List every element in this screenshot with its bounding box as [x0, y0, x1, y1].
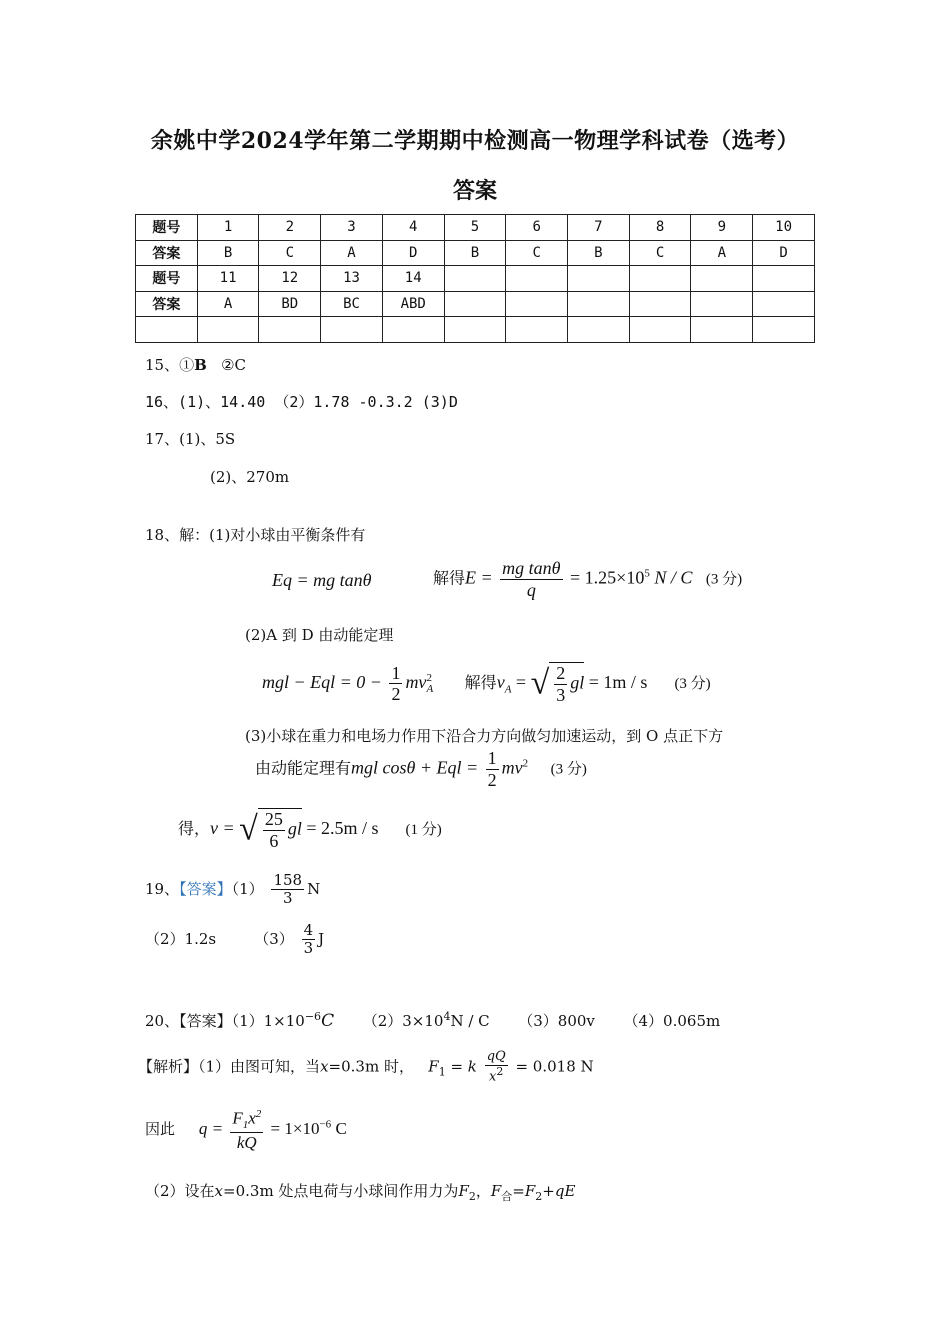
table-cell: 11 — [197, 266, 259, 292]
q18-eq4: 得，v = √ $\frac{25}{6}$ gl = 2.5m / s (1 分) — [178, 809, 442, 851]
table-cell: 2 — [259, 215, 321, 241]
q18-eq1-result: = 1.25×10 — [570, 567, 645, 588]
table-cell — [753, 291, 815, 317]
table-cell: 4 — [382, 215, 444, 241]
q20-analysis-3: （2）设在x=0.3m 处点电荷与小球间作用力为$F_2$，$F_合=F_2+qE$ — [145, 1182, 576, 1203]
q15-choice-2: ②C — [221, 356, 247, 374]
table-cell — [629, 291, 691, 317]
table-cell: 6 — [506, 215, 568, 241]
table-cell — [382, 317, 444, 343]
table-cell — [259, 317, 321, 343]
table-cell: ABD — [382, 291, 444, 317]
table-cell: B — [197, 240, 259, 266]
table-cell: 5 — [444, 215, 506, 241]
q18-eq1-unit: N / C — [654, 567, 693, 588]
table-row-header: 题号 — [136, 266, 198, 292]
table-cell — [444, 291, 506, 317]
table-row-answers-1 — [136, 240, 815, 266]
table-cell — [444, 266, 506, 292]
table-cell: 14 — [382, 266, 444, 292]
q15-label: 15、 — [145, 356, 180, 374]
table-cell: A — [197, 291, 259, 317]
table-cell: BC — [321, 291, 383, 317]
table-cell: D — [382, 240, 444, 266]
q20-answer: 20、【答案】$(1)1\times 10^{-6}C$ $(2)3\times 10^4N / C$ （3）800v （4）0.065m — [145, 1010, 721, 1031]
q18-intro: 18、解：(1)对小球由平衡条件有 — [145, 526, 366, 544]
q19-answer-tag: 【答案】 — [179, 879, 232, 898]
table-cell — [629, 266, 691, 292]
q18-part2: (2)A 到 D 由动能定理 — [245, 626, 394, 644]
table-cell: B — [568, 240, 630, 266]
q18-eq1: 解得E = $\frac{\text{mg tanθ}}{q}$ = $1.25\times 10^5$ N / C (3 分) — [433, 558, 743, 600]
table-cell — [691, 266, 753, 292]
table-cell: 7 — [568, 215, 630, 241]
table-cell: C — [506, 240, 568, 266]
table-cell — [691, 317, 753, 343]
table-cell: BD — [259, 291, 321, 317]
table-row-header: 题号 — [136, 215, 198, 241]
table-row-header: 答案 — [136, 240, 198, 266]
table-cell: 9 — [691, 215, 753, 241]
q18-eq1-left: Eq = mg tanθ — [272, 570, 372, 590]
table-row-answers-2 — [136, 291, 815, 317]
table-cell — [197, 317, 259, 343]
table-row-numbers-2 — [136, 266, 815, 292]
table-cell — [321, 317, 383, 343]
table-cell: A — [691, 240, 753, 266]
table-cell: C — [259, 240, 321, 266]
page-title: 余姚中学2024学年第二学期期中检测高一物理学科试卷（选考） — [150, 128, 800, 154]
table-cell: 12 — [259, 266, 321, 292]
table-cell: B — [444, 240, 506, 266]
table-cell — [753, 266, 815, 292]
table-row-header: 答案 — [136, 291, 198, 317]
table-row-numbers-1 — [136, 215, 815, 241]
q18-solve-word: 解得 — [433, 570, 466, 588]
table-cell — [753, 317, 815, 343]
q15-choice-1: B — [194, 356, 207, 374]
table-cell: C — [629, 240, 691, 266]
q18-eq2: mgl − Eql = 0 − $\frac{1}{2}$ mv 2 A 解得$v_A$ = √ $\frac{2}{3}$ gl = 1m / s (3 分) — [262, 662, 711, 705]
q17-answer-2: (2)、270m — [210, 468, 290, 486]
table-cell: 10 — [753, 215, 815, 241]
q18-eq1-fraction: $\frac{\text{mg tanθ}}{q}$ — [502, 558, 561, 600]
q18-eq1-E: E = — [465, 567, 493, 588]
table-cell — [506, 291, 568, 317]
page-subtitle: 答案 — [452, 178, 497, 204]
table-cell: 13 — [321, 266, 383, 292]
q17-answer-1: 17、(1)、5S — [145, 430, 236, 448]
table-cell: A — [321, 240, 383, 266]
table-row-empty — [136, 317, 815, 343]
table-cell — [506, 317, 568, 343]
q15-circle-1: ① — [179, 356, 195, 374]
table-cell — [506, 266, 568, 292]
q19-answer-1: 19、【答案】（1） $\frac{158}{3}$ N — [145, 871, 321, 908]
q18-eq3: 由动能定理有mgl cosθ + Eql = $\frac{1}{2}$ $mv^2$ (3 分) — [255, 748, 587, 790]
table-cell — [568, 266, 630, 292]
table-cell: 1 — [197, 215, 259, 241]
q20-analysis-1: 【解析】（1）由图可知，当x=0.3m 时， $F_1 = k$ $\frac{qQ}{x^2}$ = 0.018 N — [138, 1049, 594, 1085]
q20-analysis-2: 因此 q = $\frac{F_1x^2}{kQ}$ = $1\times 10^{-6}$ C — [145, 1108, 347, 1152]
table-cell: 3 — [321, 215, 383, 241]
table-cell: 8 — [629, 215, 691, 241]
table-cell — [691, 291, 753, 317]
q19-answer-2: （2）1.2s （3） $\frac{4}{3}$ J — [145, 921, 325, 958]
q18-part3: (3)小球在重力和电场力作用下沿合力方向做匀加速运动，到 O 点正下方 — [245, 727, 724, 745]
table-cell — [568, 291, 630, 317]
table-cell: D — [753, 240, 815, 266]
q16-answer: 16、(1)、14.40 （2）1.78 -0.3.2 (3)D — [145, 393, 458, 411]
answer-table — [135, 214, 815, 343]
table-cell — [568, 317, 630, 343]
q18-eq2-sqrt: √ $\frac{2}{3}$ gl — [530, 663, 585, 705]
table-cell — [629, 317, 691, 343]
table-row-header — [136, 317, 198, 343]
q15-answer — [145, 354, 246, 375]
table-cell — [444, 317, 506, 343]
q18-eq1-score: (3 分) — [705, 571, 743, 588]
